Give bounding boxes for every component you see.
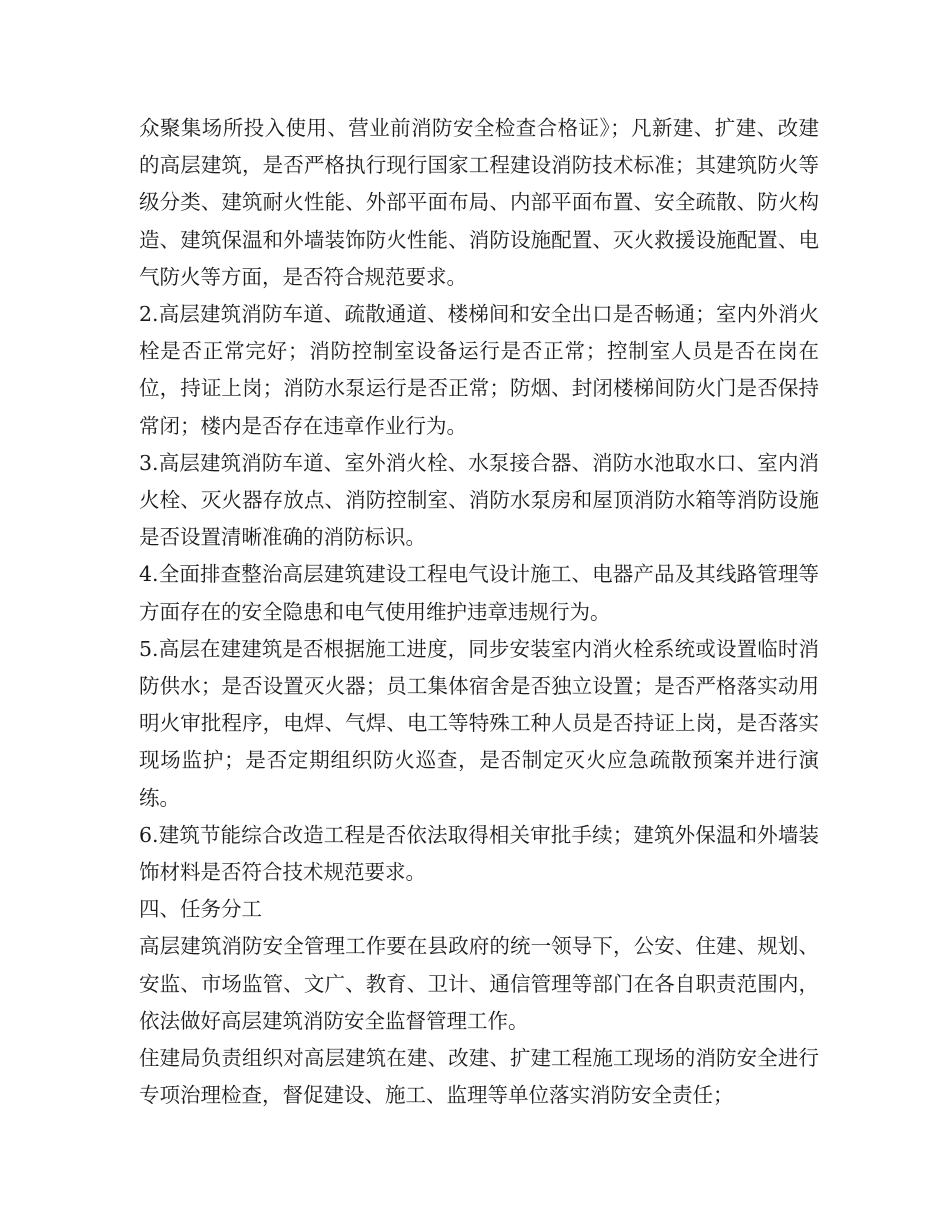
section-heading: 四、任务分工 — [139, 897, 262, 922]
paragraph-item-5: 5.高层在建建筑是否根据施工进度，同步安装室内消火栓系统或设置临时消防供水；是否设置灭火器；员工集体宿舍是否独立设置；是否严格落实动用明火审批程序，电焊、气焊、电工等特殊工种人员是否持证上岗，是否落实现场监护；是否定期组织防火巡查，是否制定灭火应急疏散预案并进行演练。 — [139, 636, 819, 810]
paragraph-item-6: 6.建筑节能综合改造工程是否依法取得相关审批手续；建筑外保温和外墙装饰材料是否符合技术规范要求。 — [139, 822, 819, 885]
paragraph-item-2: 2.高层建筑消防车道、疏散通道、楼梯间和安全出口是否畅通；室内外消火栓是否正常完好；消防控制室设备运行是否正常；控制室人员是否在岗在位，持证上岗；消防水泵运行是否正常；防烟、封闭楼梯间防火门是否保持常闭；楼内是否存在违章作业行为。 — [139, 302, 819, 438]
paragraph-item-3: 3.高层建筑消防车道、室外消火栓、水泵接合器、消防水池取水口、室内消火栓、灭火器存放点、消防控制室、消防水泵房和屋顶消防水箱等消防设施是否设置清晰准确的消防标识。 — [139, 450, 819, 550]
paragraph-continued: 众聚集场所投入使用、营业前消防安全检查合格证》；凡新建、扩建、改建的高层建筑，是否严格执行现行国家工程建设消防技术标准；其建筑防火等级分类、建筑耐火性能、外部平面布局、内部平面布置、安全疏散、防火构造、建筑保温和外墙装饰防火性能、消防设施配置、灭火救援设施配置、电气防火等方面，是否符合规范要求。 — [139, 116, 819, 289]
paragraph-task-overview: 高层建筑消防安全管理工作要在县政府的统一领导下，公安、住建、规划、安监、市场监管、文广、教育、卫计、通信管理等部门在各自职责范围内，依法做好高层建筑消防安全监督管理工作。 — [139, 934, 819, 1033]
document-body — [139, 110, 819, 1114]
paragraph-housing-bureau: 住建局负责组织对高层建筑在建、改建、扩建工程施工现场的消防安全进行专项治理检查，督促建设、施工、监理等单位落实消防安全责任； — [139, 1046, 819, 1108]
paragraph-item-4: 4.全面排查整治高层建筑建设工程电气设计施工、电器产品及其线路管理等方面存在的安全隐患和电气使用维护违章违规行为。 — [139, 562, 819, 624]
